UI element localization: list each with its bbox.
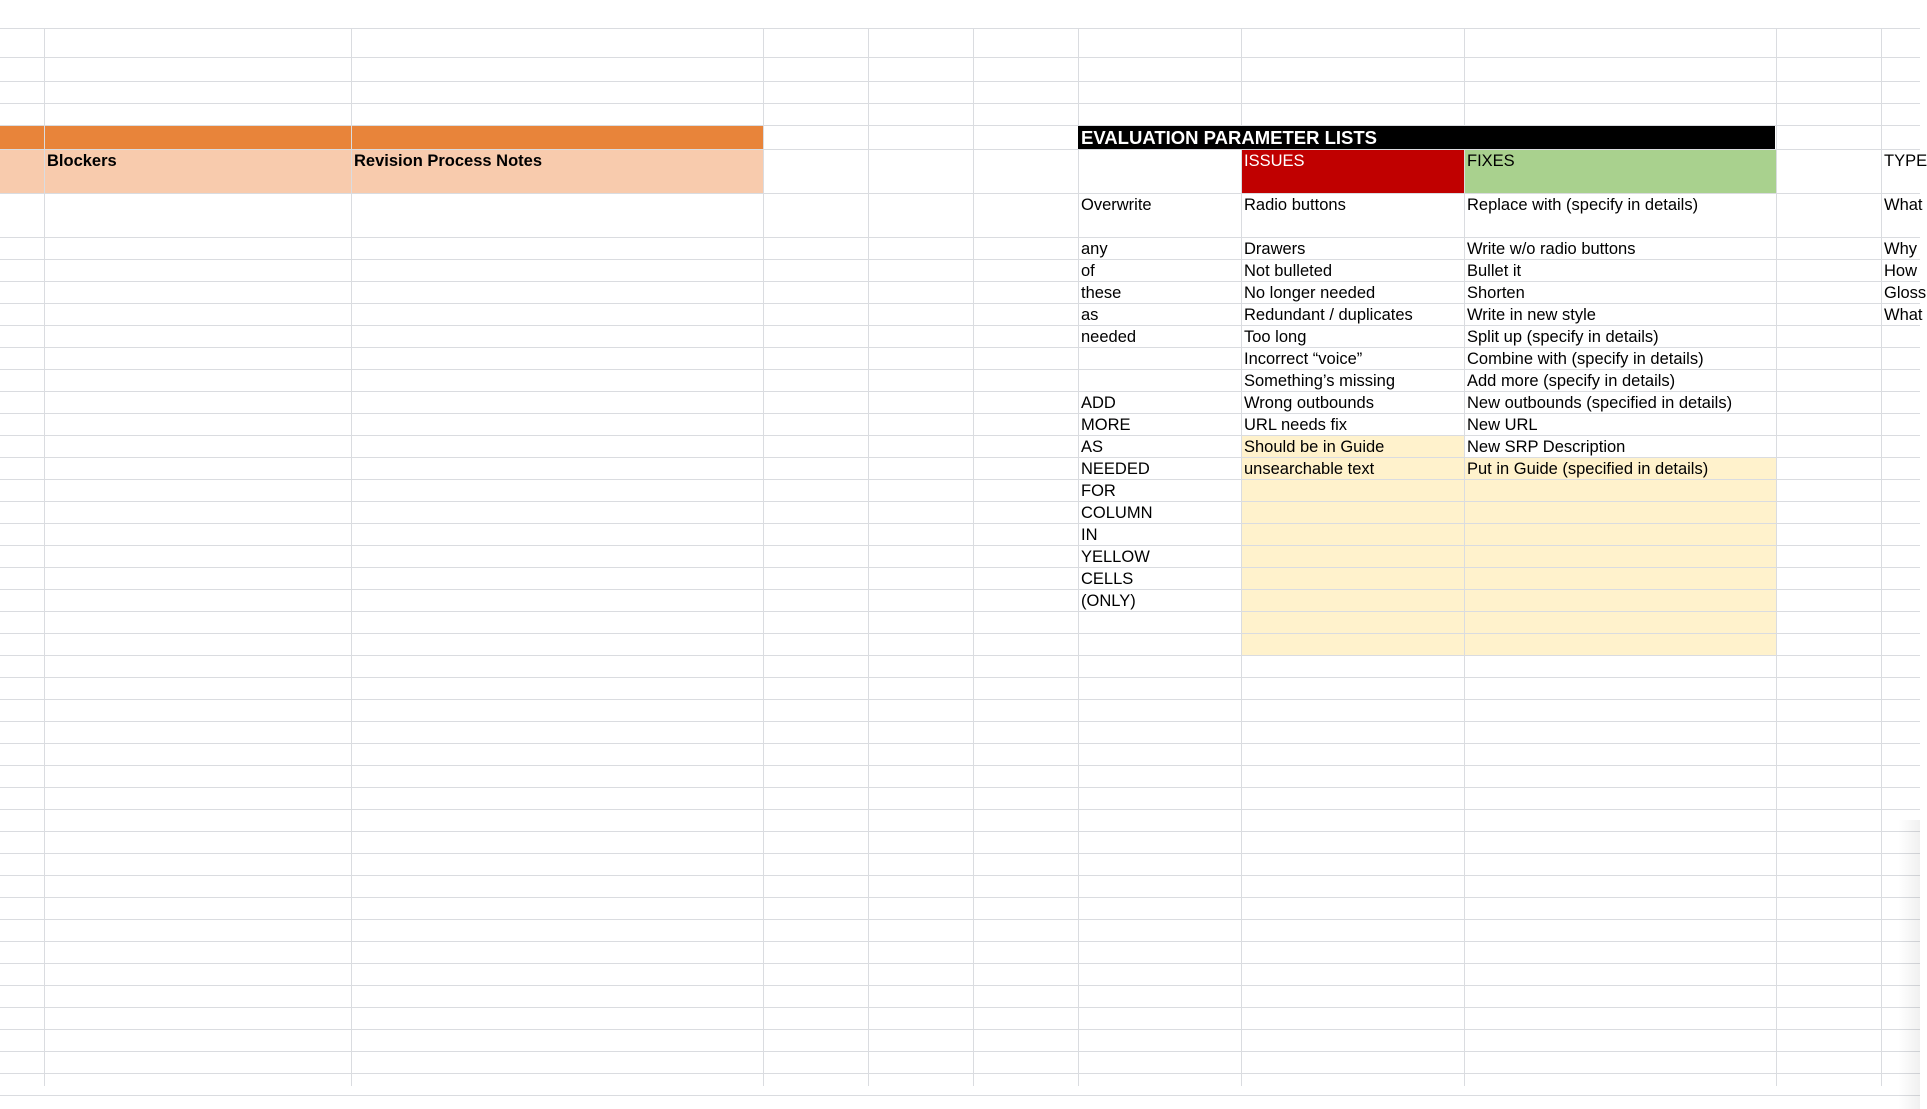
column-gridline <box>868 28 869 1086</box>
instruction-word-cell[interactable]: ADD <box>1081 394 1116 412</box>
row-gridline <box>0 985 1920 986</box>
instruction-word-cell[interactable]: NEEDED <box>1081 460 1150 478</box>
row-gridline <box>0 589 1920 590</box>
fix-cell[interactable]: Shorten <box>1467 284 1525 302</box>
row-gridline <box>0 743 1920 744</box>
instruction-word-cell[interactable]: Overwrite <box>1081 196 1152 214</box>
issue-cell[interactable]: Should be in Guide <box>1244 438 1385 456</box>
fix-cell[interactable]: New SRP Description <box>1467 438 1626 456</box>
fixes-yellow-cells <box>1464 457 1776 655</box>
row-gridline <box>0 28 1920 29</box>
issue-cell[interactable]: Not bulleted <box>1244 262 1333 280</box>
row-gridline <box>0 523 1920 524</box>
row-gridline <box>0 853 1920 854</box>
blockers-header[interactable]: Blockers <box>47 152 117 170</box>
fix-cell[interactable]: Combine with (specify in details) <box>1467 350 1704 368</box>
row-gridline <box>0 787 1920 788</box>
row-gridline <box>0 963 1920 964</box>
fixes-header[interactable]: FIXES <box>1467 152 1515 170</box>
instruction-word-cell[interactable]: as <box>1081 306 1099 324</box>
instruction-word-cell[interactable]: YELLOW <box>1081 548 1150 566</box>
row-gridline <box>0 567 1920 568</box>
fix-cell[interactable]: New outbounds (specified in details) <box>1467 394 1733 412</box>
type-cell[interactable]: What <box>1884 306 1923 324</box>
fix-cell[interactable]: New URL <box>1467 416 1538 434</box>
issue-cell[interactable]: URL needs fix <box>1244 416 1348 434</box>
row-gridline <box>0 875 1920 876</box>
column-gridline <box>973 28 974 1086</box>
row-gridline <box>0 721 1920 722</box>
row-gridline <box>0 545 1920 546</box>
instruction-word-cell[interactable]: these <box>1081 284 1122 302</box>
fix-cell[interactable]: Bullet it <box>1467 262 1522 280</box>
instruction-word-cell[interactable]: FOR <box>1081 482 1116 500</box>
fix-cell[interactable]: Add more (specify in details) <box>1467 372 1676 390</box>
column-gridline <box>763 28 764 1086</box>
issue-cell[interactable]: Something’s missing <box>1244 372 1396 390</box>
instruction-word-cell[interactable]: IN <box>1081 526 1098 544</box>
instruction-word-cell[interactable]: CELLS <box>1081 570 1134 588</box>
issue-cell[interactable]: unsearchable text <box>1244 460 1375 478</box>
issue-cell[interactable]: No longer needed <box>1244 284 1376 302</box>
row-gridline <box>0 611 1920 612</box>
issue-cell[interactable]: Redundant / duplicates <box>1244 306 1413 324</box>
instruction-word-cell[interactable]: MORE <box>1081 416 1131 434</box>
issue-cell[interactable]: Incorrect “voice” <box>1244 350 1363 368</box>
row-gridline <box>0 699 1920 700</box>
instruction-word-cell[interactable]: (ONLY) <box>1081 592 1136 610</box>
row-gridline <box>0 809 1920 810</box>
issue-cell[interactable]: Radio buttons <box>1244 196 1346 214</box>
issue-cell[interactable]: Too long <box>1244 328 1307 346</box>
row-gridline <box>0 57 1920 58</box>
fix-cell[interactable]: Replace with (specify in details) <box>1467 196 1699 214</box>
issues-header[interactable]: ISSUES <box>1244 152 1305 170</box>
evaluation-title-banner[interactable]: EVALUATION PARAMETER LISTS <box>1078 126 1775 149</box>
row-gridline <box>0 1029 1920 1030</box>
revision-notes-header[interactable]: Revision Process Notes <box>354 152 542 170</box>
row-gridline <box>0 103 1920 104</box>
row-gridline <box>0 919 1920 920</box>
row-gridline <box>0 1007 1920 1008</box>
instruction-word-cell[interactable]: of <box>1081 262 1095 280</box>
fix-cell[interactable]: Write w/o radio buttons <box>1467 240 1636 258</box>
column-gridline <box>1776 28 1777 1086</box>
row-gridline <box>0 831 1920 832</box>
fix-cell[interactable]: Put in Guide (specified in details) <box>1467 460 1709 478</box>
row-gridline <box>0 677 1920 678</box>
type-header[interactable]: TYPE <box>1884 152 1927 170</box>
row-gridline <box>0 633 1920 634</box>
row-gridline <box>0 501 1920 502</box>
scroll-edge-shadow <box>1898 820 1920 1109</box>
type-cell[interactable]: What <box>1884 196 1923 214</box>
issue-cell[interactable]: Drawers <box>1244 240 1306 258</box>
row-gridline <box>0 479 1920 480</box>
orange-header-band <box>0 125 763 149</box>
type-cell[interactable]: Gloss <box>1884 284 1927 302</box>
row-gridline <box>0 1051 1920 1052</box>
fix-cell[interactable]: Split up (specify in details) <box>1467 328 1659 346</box>
issue-cell[interactable]: Wrong outbounds <box>1244 394 1374 412</box>
row-gridline <box>0 1073 1920 1074</box>
instruction-word-cell[interactable]: any <box>1081 240 1108 258</box>
row-gridline <box>0 81 1920 82</box>
instruction-word-cell[interactable]: COLUMN <box>1081 504 1153 522</box>
row-gridline <box>0 765 1920 766</box>
row-gridline <box>0 655 1920 656</box>
fix-cell[interactable]: Write in new style <box>1467 306 1596 324</box>
instruction-word-cell[interactable]: needed <box>1081 328 1137 346</box>
row-gridline <box>0 897 1920 898</box>
type-cell[interactable]: How <box>1884 262 1918 280</box>
row-gridline <box>0 1095 1920 1096</box>
row-gridline <box>0 941 1920 942</box>
type-cell[interactable]: Why <box>1884 240 1917 258</box>
instruction-word-cell[interactable]: AS <box>1081 438 1104 456</box>
